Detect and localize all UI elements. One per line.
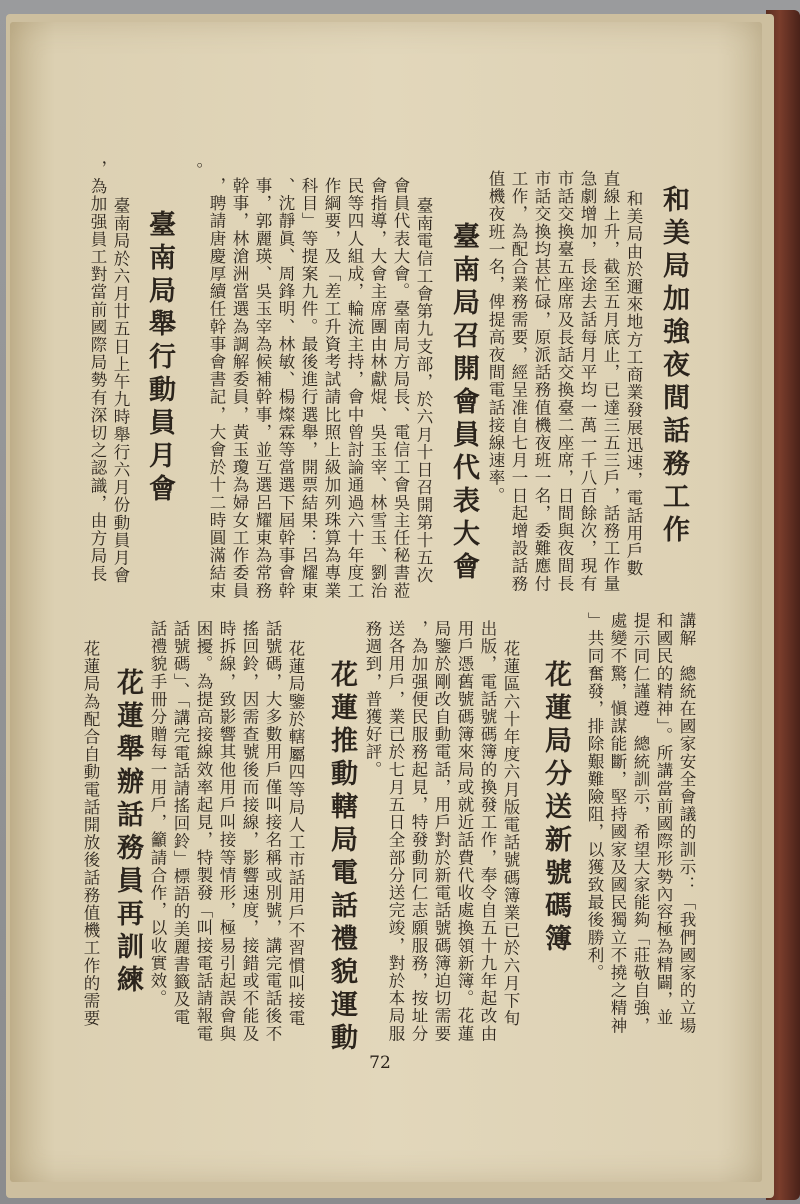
text-line: 花蓮局鑒於轄屬四等局人工市話用戶不習慣叫接電 bbox=[286, 640, 305, 1028]
text-line: 和美局由於邇來地方工商業發展迅速，電話用戶數 bbox=[624, 190, 643, 578]
article-title: 花蓮舉辦話務員再訓練 bbox=[112, 668, 143, 998]
text-line: 處變不驚，愼謀能斷，堅持國家及國民獨立不撓之精神 bbox=[608, 612, 627, 1035]
text-line: 局鑒於剛改自動電話，用戶對於新電話號碼簿迫切需要 bbox=[432, 620, 451, 1043]
text-line: 提示同仁謹遵 總統訓示，希望大家能夠「莊敬自強， bbox=[631, 612, 650, 1035]
article-title: 臺南局召開會員代表大會 bbox=[448, 222, 479, 585]
text-line: 困擾。為提高接線效率起見，特製發「叫接電話請報電 bbox=[194, 620, 213, 1043]
text-line: 直線上升，截至五月底止，已達三五三戶，話務工作量 bbox=[601, 170, 620, 593]
article-title: 和美局加強夜間話務工作 bbox=[658, 185, 689, 548]
text-line: 和國民的精神」。所講當前國際形勢內容極為精闢，並 bbox=[654, 612, 673, 1027]
text-line: ，為加强員工對當前國際局勢有深切之認識，由方局長 bbox=[88, 160, 107, 583]
text-line: 出版，電話號碼簿的換發工作，奉令自五十九年起改由 bbox=[478, 620, 497, 1043]
text-line: 花蓮區六十年度六月版電話號碼簿業已於六月下旬 bbox=[501, 640, 520, 1028]
text-line: 會員代表大會。臺南局方局長、電信工會吳主任秘書蒞 bbox=[391, 177, 410, 600]
text-line: 用戶憑舊號碼簿來局或就近話費代收處換領新簿。花蓮 bbox=[455, 620, 474, 1043]
text-line: 花蓮局為配合自動電話開放後話務值機工作的需要 bbox=[81, 640, 100, 1028]
text-line: 急劇增加，長途去話每月平均一萬一千八百餘次，現有 bbox=[578, 170, 597, 593]
text-line: 、沈靜眞、周鋒明、林敏、楊燦霖等當選下屆幹事會幹 bbox=[276, 177, 295, 600]
text-line: 臺南電信工會第九支部，於六月十日召開第十五次 bbox=[414, 197, 433, 585]
text-line: 科目」等提案九件。最後進行選舉，開票結果：呂耀東 bbox=[299, 177, 318, 600]
text-line: 幹事，林滄洲當選為調解委員，黃玉瓊為婦女工作委員 bbox=[230, 177, 249, 600]
text-line: 會指導，大會主席團由林獻焜、吳玉宰、林雪玉、劉治 bbox=[368, 177, 387, 600]
text-line: 市話交換均甚忙碌，原派話務值機夜班一名，委難應付 bbox=[532, 170, 551, 593]
text-line: 話號碼」、「講完電話請搖回鈴」標語的美麗書籤及電 bbox=[171, 620, 190, 1026]
article-title: 臺南局舉行動員月會 bbox=[144, 210, 175, 507]
text-line: 工作，為配合業務需要，經呈准自七月一日起增設話務 bbox=[509, 170, 528, 593]
text-line: 值機夜班一名，俾提高夜間電話接線速率。 bbox=[486, 170, 505, 505]
text-line: 。 bbox=[184, 162, 203, 180]
text-line: 民等四人組成，輪流主持，會中曾討論通過六十年度工 bbox=[345, 177, 364, 600]
text-line: 事，郭麗瑛、吳玉宰為候補幹事，並互選呂耀東為常務 bbox=[253, 177, 272, 600]
text-line: 送各用戶，業已於七月五日全部分送完竣，對於本局服 bbox=[386, 620, 405, 1043]
text-line: 臺南局於六月廿五日上午九時舉行六月份動員月會 bbox=[111, 197, 130, 585]
article-title: 花蓮推動轄局電話禮貌運動 bbox=[326, 660, 357, 1056]
text-line: 市話交換臺五座席及長話交換臺二座席，日間與夜間長 bbox=[555, 170, 574, 593]
text-line: 」共同奮發，排除艱難險阻，以獲致最後勝利。 bbox=[585, 612, 604, 982]
text-line: 作綱要，及「差工升資考試請比照上級加列珠算為專業 bbox=[322, 177, 341, 600]
text-line: 搖回鈴，因需查號後而接線，影響速度，接錯或不能及 bbox=[240, 620, 259, 1043]
text-line: 務週到，普獲好評。 bbox=[363, 620, 382, 779]
text-line: 時拆線，致影響其他用戶叫接等情形，極易引起誤會與 bbox=[217, 620, 236, 1043]
text-line: ，為加强便民服務起見，特發動同仁志願服務，按址分 bbox=[409, 620, 428, 1043]
text-line: 講解 總統在國家安全會議的訓示：「我們國家的立場 bbox=[677, 612, 696, 1035]
text-line: 話號碼，大多數用戶僅叫接名稱或別號，講完電話後不 bbox=[263, 620, 282, 1043]
article-title: 花蓮局分送新號碼簿 bbox=[540, 660, 571, 957]
page-number: 72 bbox=[369, 1053, 391, 1073]
text-line: 話禮貌手冊分贈每一用戶，籲請合作，以收實效。 bbox=[148, 620, 167, 1008]
text-line: ，聘請唐慶厚續任幹事會書記，大會於十二時圓滿結束 bbox=[207, 177, 226, 600]
